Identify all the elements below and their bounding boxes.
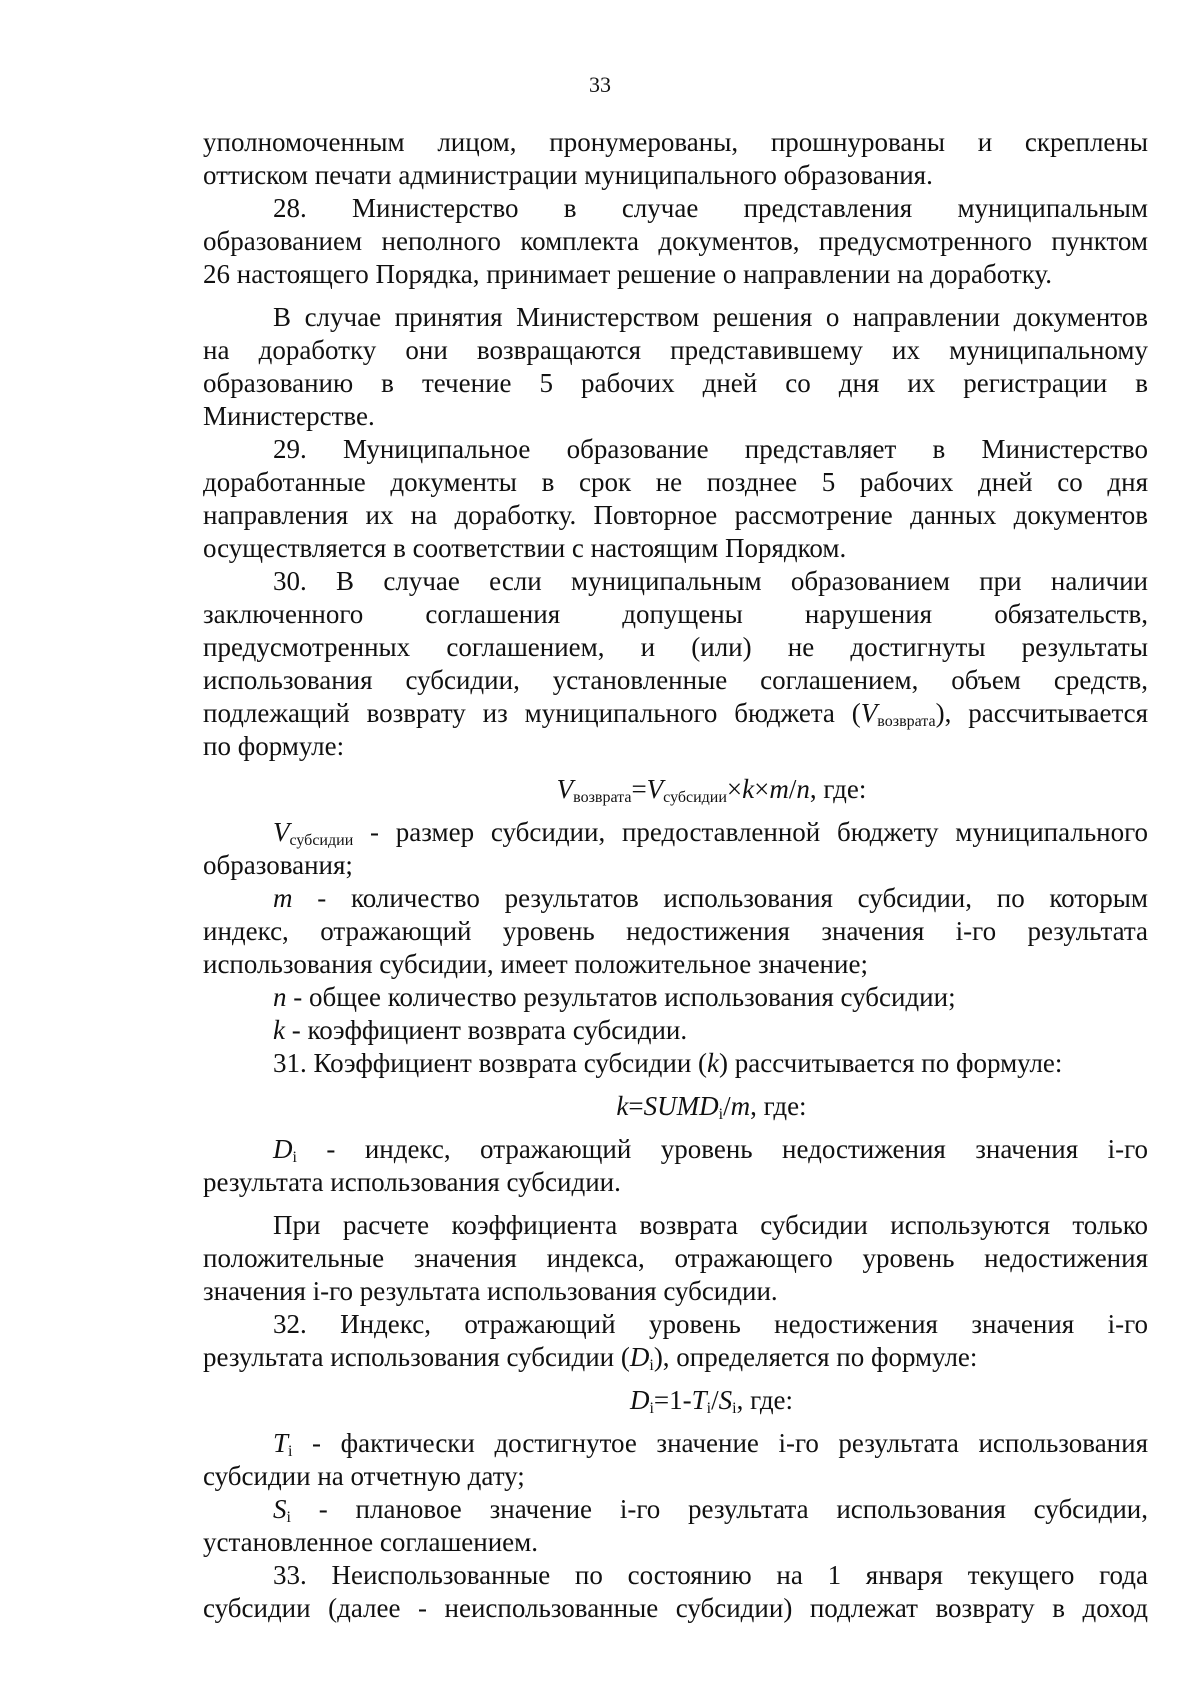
paragraph-30-line: 30. В случае если муниципальным образованием при наличии [273,566,1148,596]
text-fragment: - плановое значение i-го результата использования субсидии, [290,1494,1148,1524]
text-fragment: подлежащий возврату из муниципального бюджета ( [203,698,861,728]
text-line: образованием неполного комплекта документов, предусмотренного пунктом [203,226,1148,256]
text-line: установленное соглашением. [203,1527,538,1557]
formula-slash: / [711,1385,719,1415]
formula-equals: = [631,774,647,804]
text-fragment: ), рассчитывается [935,698,1148,728]
page-number: 33 [589,72,611,97]
subscript-i: i [732,1400,737,1417]
text-line: субсидии (далее - неиспользованные субсидии) подлежат возврату в доход [203,1593,1148,1623]
symbol-s: S [273,1494,287,1524]
symbol-v: V [556,774,574,804]
symbol-d: D [273,1134,293,1164]
formula-slash: / [788,774,797,804]
text-line [203,1341,1148,1374]
symbol-sum: SUM [643,1091,700,1121]
symbol-m: m [769,774,789,804]
paragraph-28-line: 28. Министерство в случае представления муниципальным [273,193,1148,223]
symbol-k: k [616,1091,629,1121]
text-fragment: - коэффициент возврата субсидии. [284,1015,688,1045]
text-fragment: - фактически достигнутое значение i-го результата использования [292,1428,1148,1458]
text-fragment: результата использования субсидии ( [203,1342,630,1372]
formula-slash: / [723,1091,731,1121]
definition-line [203,882,1148,915]
formula-where: , где: [750,1091,807,1121]
symbol-k: k [742,774,755,804]
text-line: Министерстве. [203,401,375,431]
subscript-i: i [288,1443,293,1460]
text-line: осуществляется в соответствии с настоящим Порядком. [203,533,847,563]
text-fragment: - количество результатов использования субсидии, по которым [292,883,1148,913]
symbol-d: D [699,1091,719,1121]
symbol-t: T [691,1385,707,1415]
text-line [203,697,1148,730]
text-line: При расчете коэффициента возврата субсидии используются только [273,1210,1148,1240]
text-fragment: - общее количество результатов использования субсидии; [286,982,956,1012]
definition-line [203,981,1148,1014]
subscript-i: i [292,1149,297,1166]
text-line: положительные значения индекса, отражающего уровень недостижения [203,1243,1148,1273]
text-line: значения i-го результата использования субсидии. [203,1276,778,1306]
subscript-subsidii: субсидии [289,832,354,849]
definition-line [203,1493,1148,1526]
symbol-k: k [707,1048,720,1078]
paragraph-29-line: 29. Муниципальное образование представляет в Министерство [273,434,1148,464]
formula-coefficient [203,1090,1148,1123]
text-line: использования субсидии, установленные соглашением, объем средств, [203,665,1148,695]
symbol-d: D [629,1385,650,1415]
text-line: 26 настоящего Порядка, принимает решение о направлении на доработку. [203,259,1052,289]
subscript-i: i [706,1400,712,1417]
definition-line [203,816,1148,849]
formula-return-volume [203,773,1148,806]
formula-index [203,1384,1148,1417]
subscript-subsidii: субсидии [663,789,727,806]
text-line: субсидии на отчетную дату; [203,1461,525,1491]
paragraph-33-line: 33. Неиспользованные по состоянию на 1 января текущего года [273,1560,1148,1590]
text-fragment: ) рассчитывается по формуле: [719,1048,1063,1078]
text-line: образования; [203,850,353,880]
symbol-m: m [273,883,293,913]
formula-where: , где: [736,1385,794,1415]
text-fragment: 31. Коэффициент возврата субсидии ( [273,1048,708,1078]
formula-times: × [754,774,770,804]
formula-times: × [726,774,743,804]
symbol-m: m [730,1091,751,1121]
definition-line [203,1014,1148,1047]
subscript-i: i [649,1400,654,1417]
symbol-d: D [629,1342,650,1372]
symbol-k: k [273,1015,285,1045]
text-line: направления их на доработку. Повторное рассмотрение данных документов [203,500,1148,530]
text-line: уполномоченным лицом, пронумерованы, прошнурованы и скреплены [203,127,1148,157]
symbol-n: n [273,982,287,1012]
symbol-n: n [796,774,810,804]
symbol-v: V [646,774,664,804]
symbol-t: T [273,1428,289,1458]
text-line: на доработку они возвращаются представившему их муниципальному [203,335,1148,365]
formula-one-minus: 1- [669,1385,692,1415]
formula-equals: = [653,1385,670,1415]
text-line: доработанные документы в срок не позднее 5 рабочих дней со дня [203,467,1148,497]
paragraph-31-line [203,1047,1148,1080]
text-line: предусмотренных соглашением, и (или) не достигнуты результаты [203,632,1148,662]
paragraph-32-line: 32. Индекс, отражающий уровень недостижения значения i-го [273,1309,1148,1339]
text-line: оттиском печати администрации муниципального образования. [203,160,933,190]
symbol-v: V [273,817,290,847]
subscript-vozvrata: возврата [573,789,632,806]
text-line: по формуле: [203,731,345,761]
text-fragment: ), определяется по формуле: [653,1342,978,1372]
subscript-i: i [286,1509,291,1526]
text-line: В случае принятия Министерством решения о направлении документов [273,302,1148,332]
subscript-i: i [649,1357,654,1374]
definition-line [203,1427,1148,1460]
text-line: использования субсидии, имеет положительное значение; [203,949,868,979]
text-line: результата использования субсидии. [203,1167,621,1197]
text-line: индекс, отражающий уровень недостижения значения i-го результата [203,916,1148,946]
definition-line [203,1133,1148,1166]
symbol-v: V [860,698,878,728]
text-line: образованию в течение 5 рабочих дней со дня их регистрации в [203,368,1148,398]
symbol-s: S [718,1385,733,1415]
document-body [203,126,1148,1625]
text-fragment: - индекс, отражающий уровень недостижения значения i-го [296,1134,1148,1164]
subscript-i: i [718,1106,724,1123]
formula-where: , где: [809,774,867,804]
text-line: заключенного соглашения допущены нарушения обязательств, [203,599,1148,629]
text-fragment: - размер субсидии, предоставленной бюджету муниципального [353,817,1148,847]
formula-equals: = [628,1091,644,1121]
subscript-vozvrata: возврата [877,713,936,730]
